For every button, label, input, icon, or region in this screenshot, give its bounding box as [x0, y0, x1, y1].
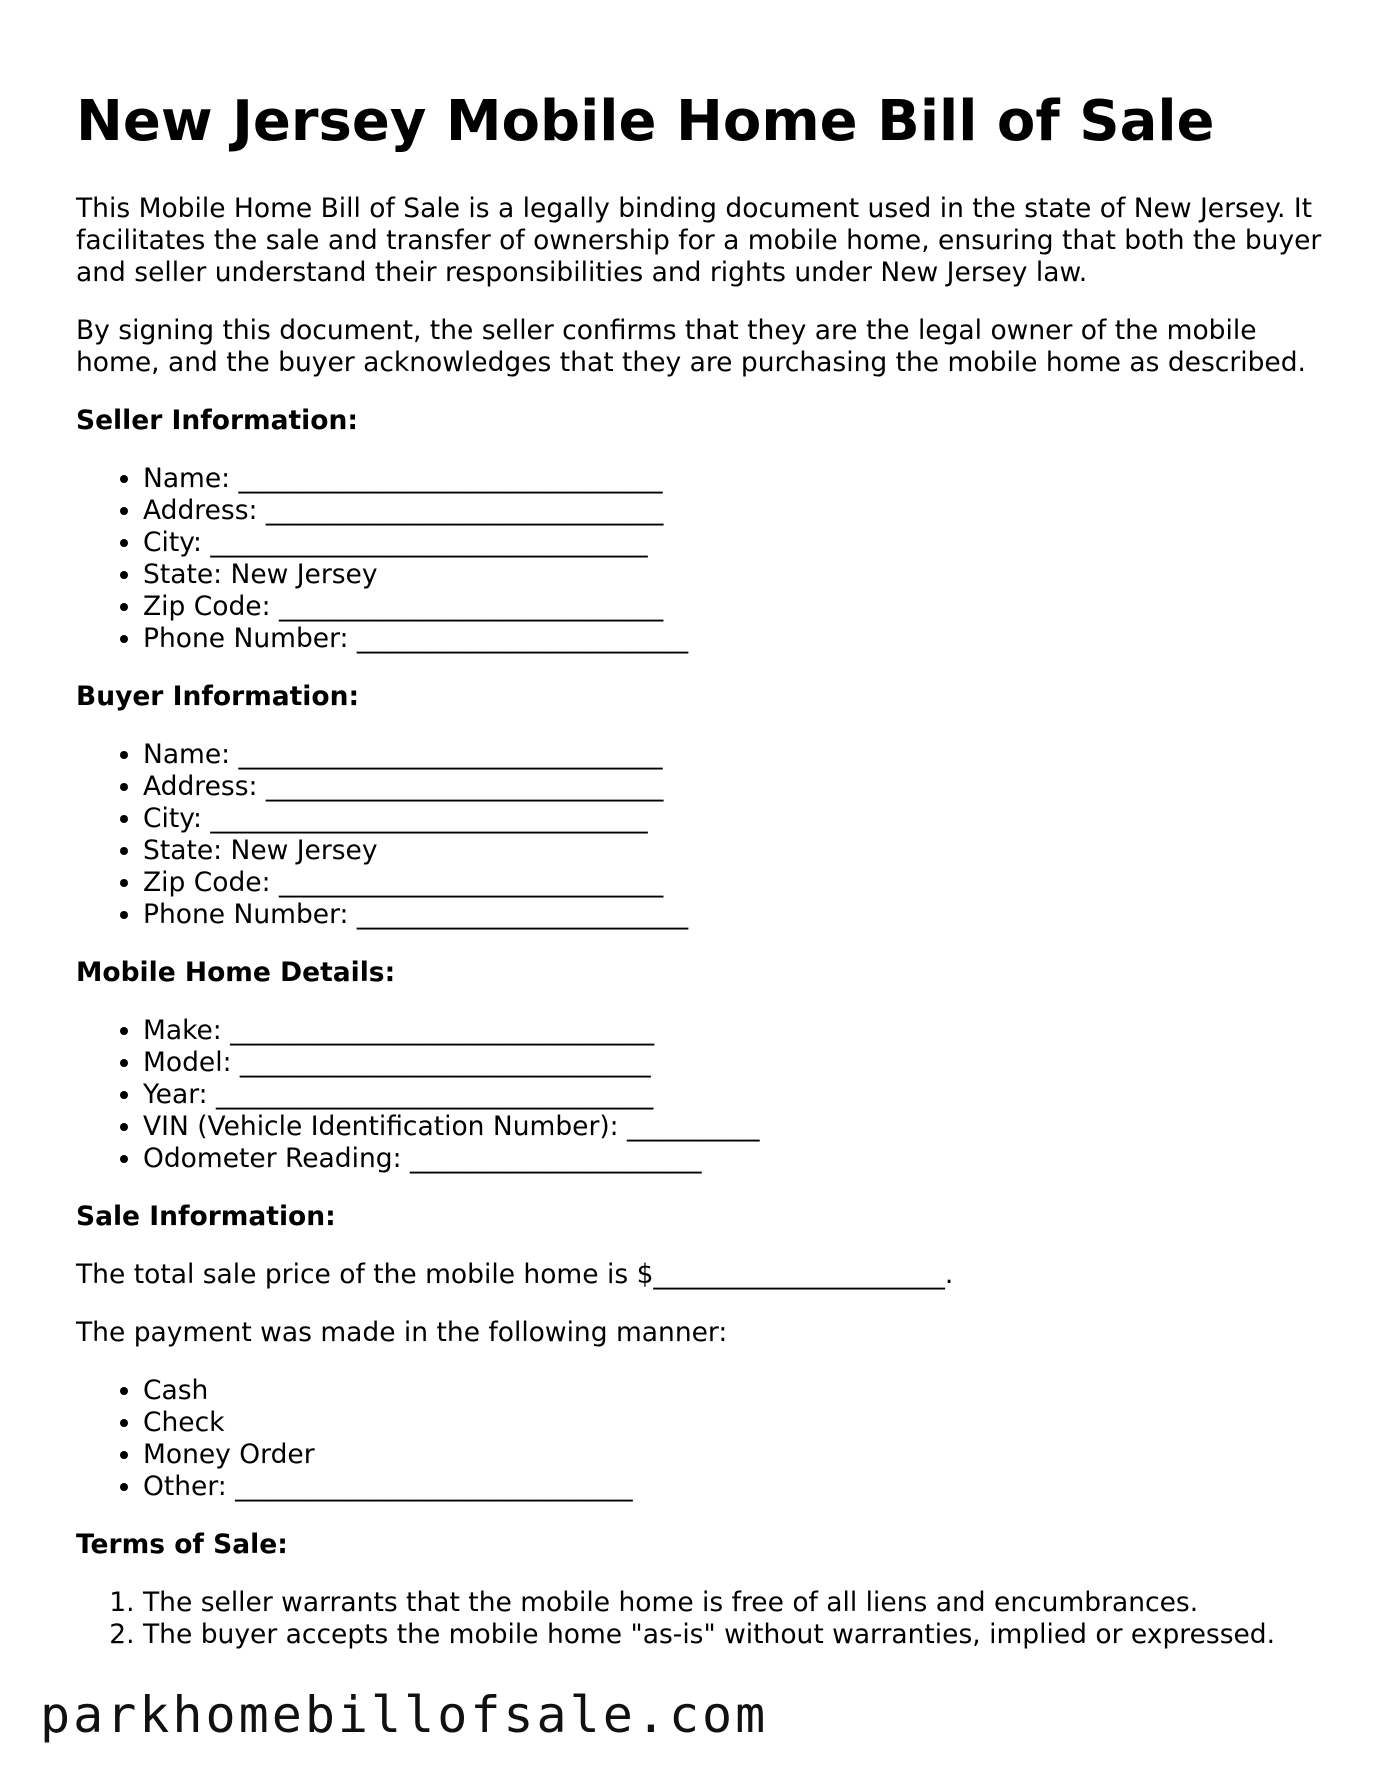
seller-heading: Seller Information: — [76, 405, 358, 437]
seller-zip-field: • Zip Code: _____________________________ — [143, 591, 1326, 623]
buyer-address-field: • Address: ______________________________ — [143, 771, 1326, 803]
document-page — [76, 88, 1326, 1677]
year-field: • Year: _________________________________ — [143, 1079, 1326, 1111]
payment-method-other: • Other: ______________________________ — [143, 1471, 1326, 1503]
details-heading: Mobile Home Details: — [76, 957, 396, 989]
sale-heading: Sale Information: — [76, 1201, 336, 1233]
terms-heading: Terms of Sale: — [76, 1529, 288, 1561]
payment-method-money-order: • Money Order — [143, 1439, 1326, 1471]
details-fields-list — [76, 1015, 1326, 1175]
seller-name-field: • Name: ________________________________ — [143, 463, 1326, 495]
sale-price-text: The total sale price of the mobile home is $______________________. — [76, 1259, 954, 1291]
intro-paragraph-2: By signing this document, the seller confirms that they are the legal owner of the mobile home, and the buyer acknowledges that they are purchasing the mobile home as described. — [76, 315, 1306, 379]
payment-methods-list — [76, 1375, 1326, 1503]
buyer-city-field: • City: _________________________________ — [143, 803, 1326, 835]
payment-method-check: • Check — [143, 1407, 1326, 1439]
payment-manner-text: The payment was made in the following manner: — [76, 1317, 728, 1349]
vin-field: • VIN (Vehicle Identification Number): __________ — [143, 1111, 1326, 1143]
seller-city-field: • City: _________________________________ — [143, 527, 1326, 559]
seller-phone-field: • Phone Number: _________________________ — [143, 623, 1326, 655]
seller-address-field: • Address: ______________________________ — [143, 495, 1326, 527]
buyer-zip-field: • Zip Code: _____________________________ — [143, 867, 1326, 899]
buyer-name-field: • Name: ________________________________ — [143, 739, 1326, 771]
seller-fields-list — [76, 463, 1326, 655]
buyer-phone-field: • Phone Number: _________________________ — [143, 899, 1326, 931]
make-field: • Make: ________________________________ — [143, 1015, 1326, 1047]
term-item-1: 1. The seller warrants that the mobile home is free of all liens and encumbrances. — [143, 1587, 1326, 1619]
buyer-heading: Buyer Information: — [76, 681, 360, 713]
buyer-state-field: • State: New Jersey — [143, 835, 1326, 867]
intro-paragraph-1: This Mobile Home Bill of Sale is a legally binding document used in the state of New Jersey. It facilitates the sale and transfer of ownership for a mobile home, ensuring that both the buyer and seller understand their responsibilities and rights under New Jersey law. — [76, 193, 1322, 289]
seller-state-field: • State: New Jersey — [143, 559, 1326, 591]
payment-method-cash: • Cash — [143, 1375, 1326, 1407]
odometer-field: • Odometer Reading: ______________________ — [143, 1143, 1326, 1175]
terms-list — [76, 1587, 1326, 1651]
model-field: • Model: _______________________________ — [143, 1047, 1326, 1079]
buyer-fields-list — [76, 739, 1326, 931]
document-title: New Jersey Mobile Home Bill of Sale — [76, 89, 1215, 154]
site-watermark: parkhomebillofsale.com — [40, 1686, 769, 1744]
term-item-2: 2. The buyer accepts the mobile home "as-is" without warranties, implied or expressed. — [143, 1619, 1326, 1651]
